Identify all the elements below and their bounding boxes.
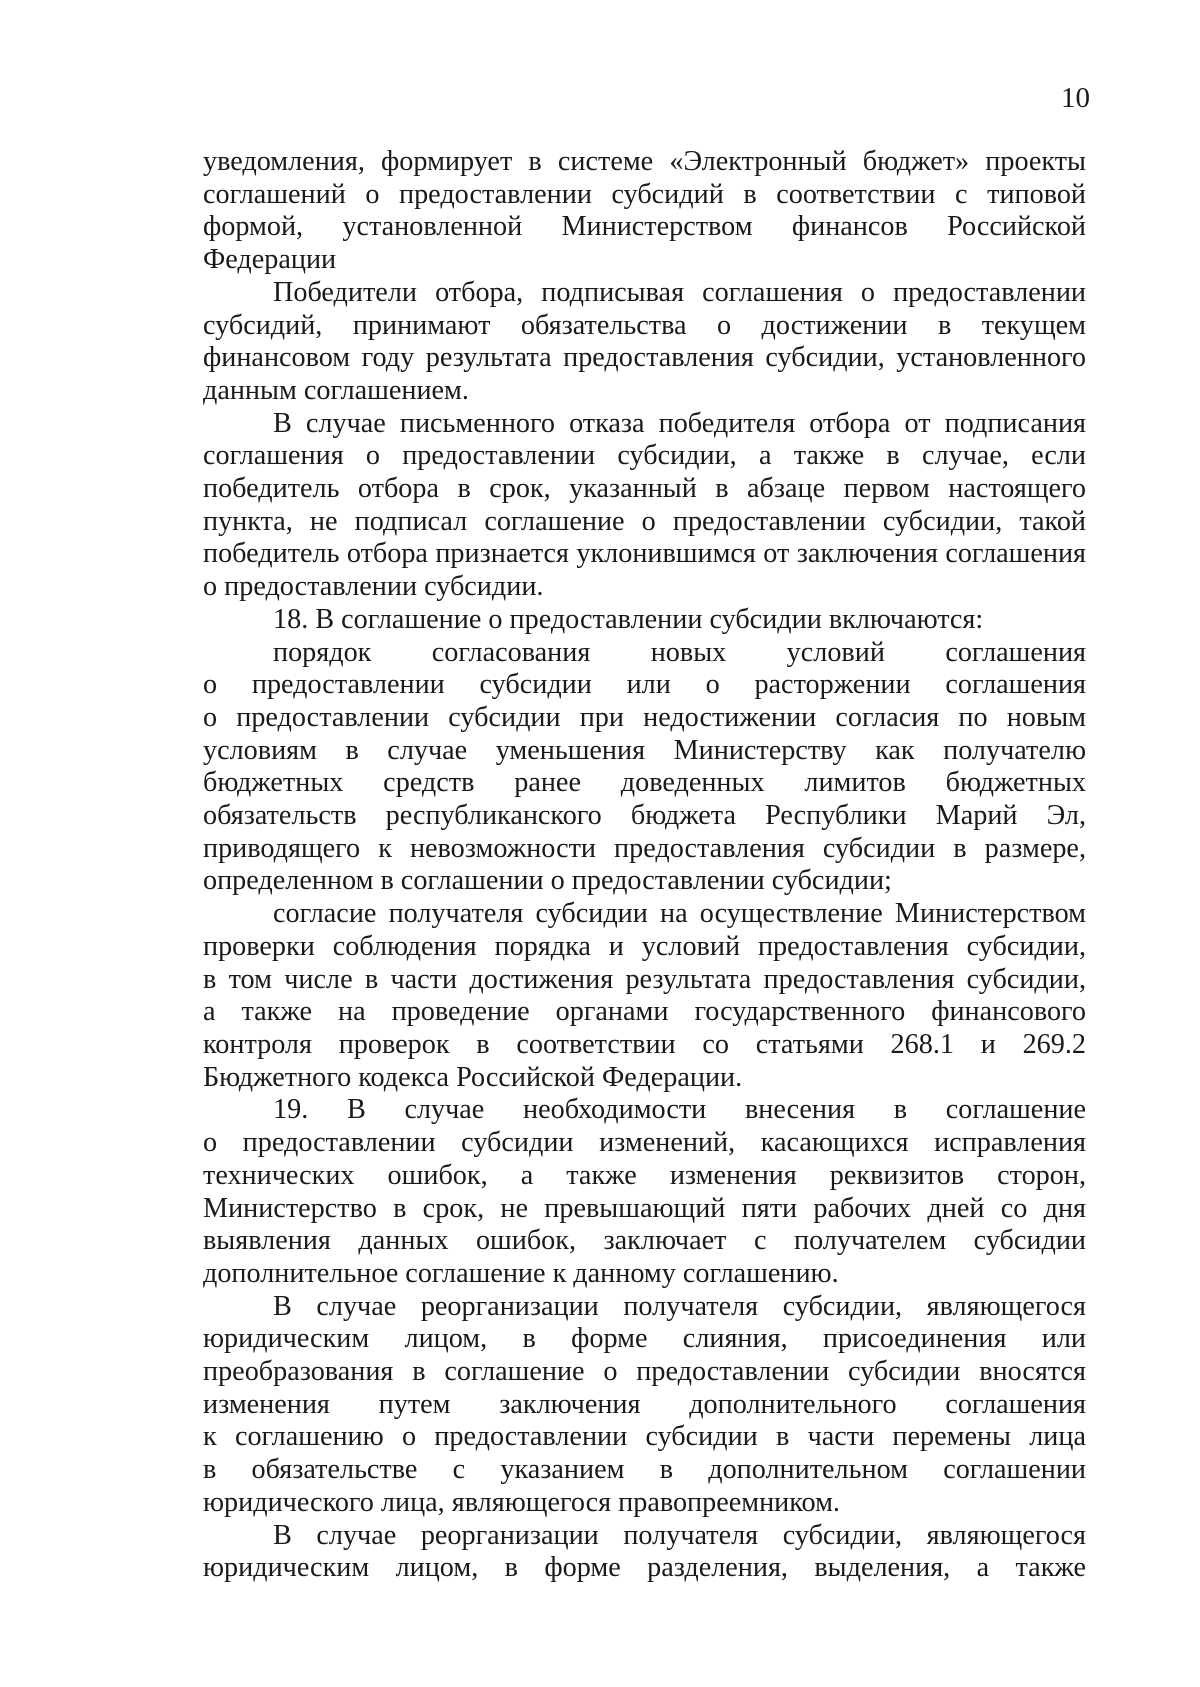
text-line: о предоставлении субсидии при недостижении согласия по новым: [203, 701, 1086, 733]
text-line: соглашений о предоставлении субсидий в соответствии с типовой: [203, 178, 1086, 210]
text-line: субсидий, принимают обязательства о достижении в текущем: [203, 309, 1086, 341]
text-line: соглашения о предоставлении субсидии, а также в случае, если: [203, 440, 1086, 472]
paragraph-p8: [203, 1291, 1086, 1520]
text-line: определенном в соглашении о предоставлении субсидии;: [203, 865, 892, 897]
text-line: условиям в случае уменьшения Министерству как получателю: [203, 734, 1086, 766]
text-line: Министерство в срок, не превышающий пяти рабочих дней со дня: [203, 1192, 1086, 1224]
text-line: в том числе в части достижения результата предоставления субсидии,: [203, 963, 1086, 995]
text-line: юридического лица, являющегося правопреемником.: [203, 1486, 840, 1518]
document-body: [203, 146, 1086, 1585]
text-line: приводящего к невозможности предоставления субсидии в размере,: [203, 832, 1086, 864]
text-line: проверки соблюдения порядка и условий предоставления субсидии,: [203, 930, 1086, 962]
paragraph-p4: [203, 604, 1086, 637]
text-line: преобразования в соглашение о предоставлении субсидии вносятся: [203, 1356, 1086, 1388]
text-line: Победители отбора, подписывая соглашения о предоставлении: [273, 276, 1086, 308]
text-line: юридическим лицом, в форме слияния, присоединения или: [203, 1323, 1086, 1355]
paragraph-p3: [203, 408, 1086, 604]
text-line: 19. В случае необходимости внесения в соглашение: [273, 1094, 1086, 1126]
text-line: о предоставлении субсидии или о расторжении соглашения: [203, 669, 1086, 701]
text-line: юридическим лицом, в форме разделения, выделения, а также: [203, 1552, 1086, 1584]
text-line: технических ошибок, а также изменения реквизитов сторон,: [203, 1159, 1086, 1191]
text-line: к соглашению о предоставлении субсидии в части перемены лица: [203, 1421, 1086, 1453]
text-line: победитель отбора признается уклонившимся от заключения соглашения: [203, 538, 1086, 570]
text-line: уведомления, формирует в системе «Электронный бюджет» проекты: [203, 146, 1086, 177]
text-line: обязательств республиканского бюджета Республики Марий Эл,: [203, 800, 1086, 832]
text-line: контроля проверок в соответствии со статьями 268.1 и 269.2: [203, 1028, 1086, 1060]
text-line: бюджетных средств ранее доведенных лимитов бюджетных: [203, 767, 1086, 799]
text-line: Бюджетного кодекса Российской Федерации.: [203, 1061, 743, 1093]
paragraph-p9: [203, 1520, 1086, 1585]
text-line: выявления данных ошибок, заключает с получателем субсидии: [203, 1225, 1086, 1257]
paragraph-p1: [203, 146, 1086, 277]
text-line: в обязательстве с указанием в дополнительном соглашении: [203, 1454, 1086, 1486]
text-line: победитель отбора в срок, указанный в абзаце первом настоящего: [203, 473, 1086, 505]
text-line: порядок согласования новых условий соглашения: [273, 636, 1086, 668]
paragraph-p6: [203, 898, 1086, 1094]
page-number: 10: [1061, 82, 1090, 114]
text-line: пункта, не подписал соглашение о предоставлении субсидии, такой: [203, 505, 1086, 537]
text-line: согласие получателя субсидии на осуществление Министерством: [273, 898, 1086, 930]
text-line: изменения путем заключения дополнительного соглашения: [203, 1388, 1086, 1420]
text-line: Федерации: [203, 244, 337, 276]
text-line: а также на проведение органами государственного финансового: [203, 996, 1086, 1028]
text-line: данным соглашением.: [203, 374, 469, 406]
text-line: В случае реорганизации получателя субсидии, являющегося: [273, 1290, 1086, 1322]
text-line: 18. В соглашение о предоставлении субсидии включаются:: [273, 603, 984, 635]
paragraph-p2: [203, 277, 1086, 408]
paragraph-p5: [203, 637, 1086, 899]
text-line: В случае реорганизации получателя субсидии, являющегося: [273, 1519, 1086, 1551]
text-line: о предоставлении субсидии изменений, касающихся исправления: [203, 1127, 1086, 1159]
text-line: дополнительное соглашение к данному соглашению.: [203, 1257, 839, 1289]
text-line: В случае письменного отказа победителя отбора от подписания: [273, 407, 1086, 439]
text-line: о предоставлении субсидии.: [203, 571, 544, 603]
text-line: формой, установленной Министерством финансов Российской: [203, 211, 1086, 243]
paragraph-p7: [203, 1094, 1086, 1290]
text-line: финансовом году результата предоставления субсидии, установленного: [203, 342, 1086, 374]
